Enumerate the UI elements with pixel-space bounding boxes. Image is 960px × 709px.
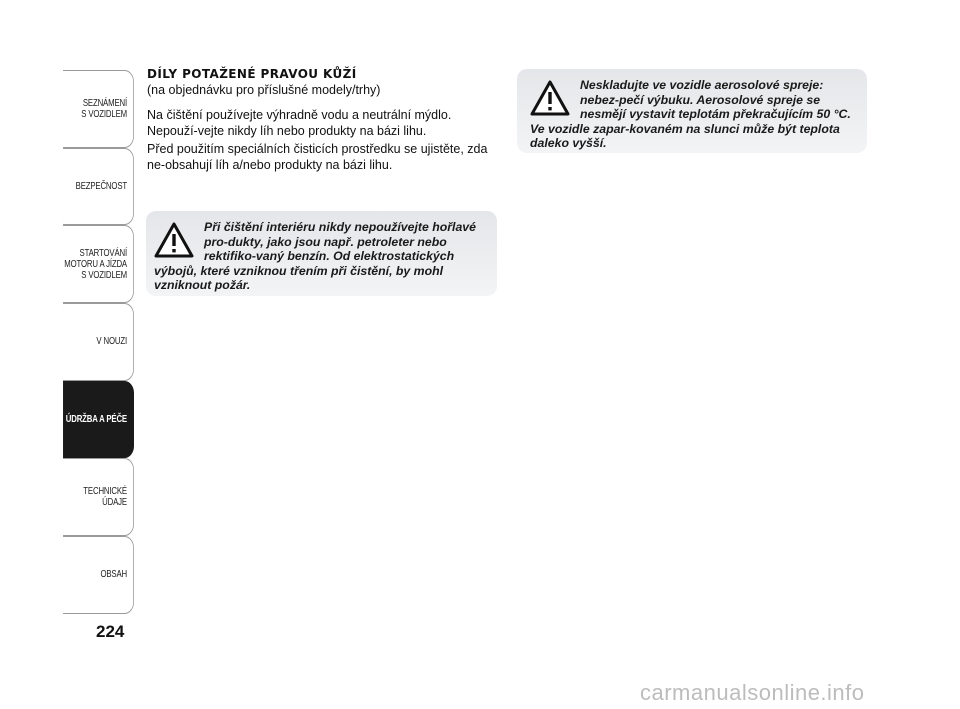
warning-triangle-icon — [154, 222, 200, 262]
warning-text-flammable: Při čištění interiéru nikdy nepoužívejte hořlavé pro-dukty, jako jsou např. petroleter nebo rektifiko-vaný benzín. Od elektrostatických výbojů, které vzniknou třením při čistění, by mohl vzniknout požár. — [154, 220, 476, 293]
tab-seznameni[interactable]: SEZNÁMENÍ S VOZIDLEM — [63, 70, 134, 148]
tab-udrzba[interactable]: ÚDRŽBA A PÉČE — [63, 381, 134, 459]
tab-v-nouzi[interactable]: V NOUZI — [63, 303, 134, 381]
section-subheading: (na objednávku pro příslušné modely/trhy) — [147, 83, 381, 97]
paragraph-cleaning: Na čištění používejte výhradně vodu a neutrální mýdlo. Nepouží-vejte nikdy líh nebo produkty na bázi lihu. — [147, 108, 452, 138]
chapter-tabs — [43, 70, 134, 614]
tab-obsah[interactable]: OBSAH — [63, 536, 134, 614]
warning-box-aerosol — [517, 69, 867, 153]
watermark: carmanualsonline.info — [640, 680, 865, 705]
tab-startovani[interactable]: STARTOVÁNÍ MOTORU A JÍZDA S VOZIDLEM — [63, 225, 134, 303]
section-heading: DÍLY POTAŽENÉ PRAVOU KŮŽÍ — [147, 67, 357, 81]
warning-triangle-icon — [530, 80, 576, 120]
page-number: 224 — [96, 622, 125, 641]
tab-bezpecnost[interactable]: BEZPEČNOST — [63, 148, 134, 226]
tab-technicke-udaje[interactable]: TECHNICKÉ ÚDAJE — [63, 458, 134, 536]
warning-box-flammable — [146, 211, 497, 296]
paragraph-cleaning-products: Před použitím speciálních čisticích prostředku se ujistěte, zda ne-obsahují líh a/nebo produkty na bázi lihu. — [147, 142, 488, 172]
warning-text-aerosol: Neskladujte ve vozidle aerosolové spreje: nebez-pečí výbuku. Aerosolové spreje se nesmějí vystavit teplotám překračujícím 50 °C. Ve vozidle zapar-kovaném na slunci může být teplota daleko vyšší. — [530, 78, 851, 151]
